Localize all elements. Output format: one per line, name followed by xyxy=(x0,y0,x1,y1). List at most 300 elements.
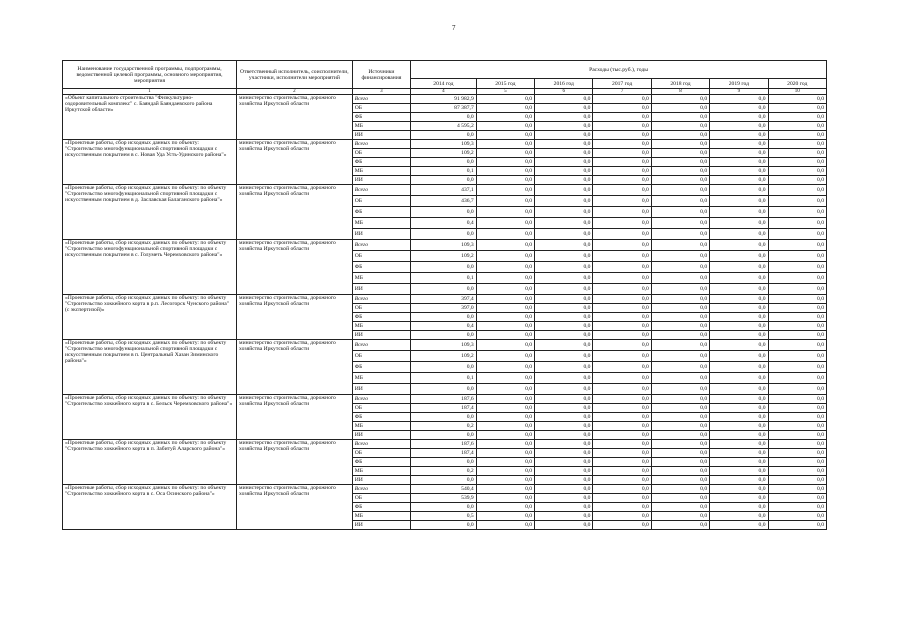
program-name-cell: «Проектные работы, сбор исходных данных по объекту: по объекту "Строительство хоккейного корта в с. Бельск Черемховского района"» xyxy=(63,395,237,440)
amount-cell-0: 436,7 xyxy=(411,196,477,207)
executor-cell: министерство строительства, дорожного хозяйства Иркутской области xyxy=(237,140,353,185)
amount-cell-4: 0,0 xyxy=(651,362,709,373)
amount-cell-3: 0,0 xyxy=(593,229,651,240)
amount-cell-1: 0,0 xyxy=(476,295,534,304)
amount-cell-5: 0,0 xyxy=(710,440,768,449)
amount-cell-6: 0,0 xyxy=(768,351,826,362)
amount-cell-4: 0,0 xyxy=(651,458,709,467)
amount-cell-2: 0,0 xyxy=(535,494,593,503)
year-header-1: 2015 год xyxy=(476,79,534,89)
amount-cell-6: 0,0 xyxy=(768,196,826,207)
amount-cell-5: 0,0 xyxy=(710,422,768,431)
funding-source-cell: ФБ xyxy=(352,503,410,512)
amount-cell-6: 0,0 xyxy=(768,449,826,458)
amount-cell-1: 0,0 xyxy=(476,521,534,530)
amount-cell-2: 0,0 xyxy=(535,512,593,521)
amount-cell-6: 0,0 xyxy=(768,413,826,422)
amount-cell-3: 0,0 xyxy=(593,273,651,284)
amount-cell-5: 0,0 xyxy=(710,229,768,240)
amount-cell-6: 0,0 xyxy=(768,251,826,262)
amount-cell-2: 0,0 xyxy=(535,413,593,422)
amount-cell-6: 0,0 xyxy=(768,122,826,131)
column-number-8: 9 xyxy=(710,89,768,95)
amount-cell-5: 0,0 xyxy=(710,113,768,122)
program-name-cell: «Проектные работы, сбор исходных данных по объекту: по объекту "Строительство хоккейного корта в р.п. Лесогорск Чунского района" (с экспертизой)» xyxy=(63,295,237,340)
table-row xyxy=(63,140,827,149)
amount-cell-2: 0,0 xyxy=(535,176,593,185)
amount-cell-3: 0,0 xyxy=(593,521,651,530)
funding-source-cell: ФБ xyxy=(352,313,410,322)
funding-source-cell: МБ xyxy=(352,218,410,229)
amount-cell-1: 0,0 xyxy=(476,251,534,262)
amount-cell-1: 0,0 xyxy=(476,262,534,273)
executor-cell: министерство строительства, дорожного хозяйства Иркутской области xyxy=(237,340,353,395)
amount-cell-4: 0,0 xyxy=(651,158,709,167)
table-row xyxy=(63,185,827,196)
amount-cell-4: 0,0 xyxy=(651,185,709,196)
amount-cell-0: 0,4 xyxy=(411,218,477,229)
amount-cell-4: 0,0 xyxy=(651,485,709,494)
amount-cell-4: 0,0 xyxy=(651,351,709,362)
amount-cell-3: 0,0 xyxy=(593,95,651,104)
amount-cell-3: 0,0 xyxy=(593,207,651,218)
amount-cell-0: 0,1 xyxy=(411,273,477,284)
executor-cell: министерство строительства, дорожного хозяйства Иркутской области xyxy=(237,440,353,485)
amount-cell-0: 109,2 xyxy=(411,351,477,362)
funding-source-cell: МБ xyxy=(352,467,410,476)
funding-source-cell: Всего xyxy=(352,440,410,449)
funding-source-cell: ОБ xyxy=(352,196,410,207)
amount-cell-3: 0,0 xyxy=(593,331,651,340)
funding-source-cell: ИИ xyxy=(352,521,410,530)
amount-cell-2: 0,0 xyxy=(535,240,593,251)
amount-cell-1: 0,0 xyxy=(476,431,534,440)
amount-cell-6: 0,0 xyxy=(768,395,826,404)
amount-cell-0: 437,1 xyxy=(411,185,477,196)
amount-cell-5: 0,0 xyxy=(710,494,768,503)
column-number-1: 2 xyxy=(237,89,353,95)
amount-cell-3: 0,0 xyxy=(593,196,651,207)
amount-cell-6: 0,0 xyxy=(768,494,826,503)
amount-cell-1: 0,0 xyxy=(476,122,534,131)
amount-cell-2: 0,0 xyxy=(535,304,593,313)
amount-cell-5: 0,0 xyxy=(710,104,768,113)
amount-cell-6: 0,0 xyxy=(768,273,826,284)
amount-cell-3: 0,0 xyxy=(593,262,651,273)
budget-table xyxy=(62,60,827,530)
amount-cell-3: 0,0 xyxy=(593,149,651,158)
amount-cell-3: 0,0 xyxy=(593,122,651,131)
amount-cell-3: 0,0 xyxy=(593,512,651,521)
amount-cell-6: 0,0 xyxy=(768,340,826,351)
amount-cell-3: 0,0 xyxy=(593,458,651,467)
amount-cell-4: 0,0 xyxy=(651,331,709,340)
amount-cell-1: 0,0 xyxy=(476,131,534,140)
funding-source-cell: Всего xyxy=(352,340,410,351)
program-name-cell: «Проектные работы, сбор исходных данных по объекту: "Строительство многофункциональной спортивной площадки с искусственным покрытием в с. Новая Уда Усть-Удинского района"» xyxy=(63,140,237,185)
amount-cell-0: 0,0 xyxy=(411,431,477,440)
amount-cell-6: 0,0 xyxy=(768,431,826,440)
amount-cell-5: 0,0 xyxy=(710,251,768,262)
amount-cell-0: 0,0 xyxy=(411,476,477,485)
amount-cell-5: 0,0 xyxy=(710,340,768,351)
amount-cell-1: 0,0 xyxy=(476,104,534,113)
amount-cell-5: 0,0 xyxy=(710,404,768,413)
amount-cell-5: 0,0 xyxy=(710,95,768,104)
amount-cell-2: 0,0 xyxy=(535,440,593,449)
amount-cell-2: 0,0 xyxy=(535,185,593,196)
amount-cell-6: 0,0 xyxy=(768,158,826,167)
amount-cell-4: 0,0 xyxy=(651,395,709,404)
column-number-0: 1 xyxy=(63,89,237,95)
amount-cell-0: 187,4 xyxy=(411,449,477,458)
amount-cell-2: 0,0 xyxy=(535,122,593,131)
amount-cell-5: 0,0 xyxy=(710,262,768,273)
amount-cell-5: 0,0 xyxy=(710,304,768,313)
funding-source-cell: ИИ xyxy=(352,131,410,140)
amount-cell-0: 540,4 xyxy=(411,485,477,494)
funding-source-cell: ОБ xyxy=(352,304,410,313)
amount-cell-6: 0,0 xyxy=(768,485,826,494)
amount-cell-1: 0,0 xyxy=(476,395,534,404)
amount-cell-1: 0,0 xyxy=(476,218,534,229)
funding-source-cell: ФБ xyxy=(352,207,410,218)
amount-cell-2: 0,0 xyxy=(535,458,593,467)
amount-cell-2: 0,0 xyxy=(535,113,593,122)
amount-cell-6: 0,0 xyxy=(768,467,826,476)
amount-cell-4: 0,0 xyxy=(651,476,709,485)
amount-cell-1: 0,0 xyxy=(476,422,534,431)
amount-cell-2: 0,0 xyxy=(535,104,593,113)
amount-cell-1: 0,0 xyxy=(476,167,534,176)
funding-source-cell: МБ xyxy=(352,422,410,431)
funding-source-cell: ОБ xyxy=(352,494,410,503)
amount-cell-2: 0,0 xyxy=(535,331,593,340)
table-row xyxy=(63,485,827,494)
amount-cell-6: 0,0 xyxy=(768,140,826,149)
funding-source-cell: ФБ xyxy=(352,158,410,167)
funding-source-cell: МБ xyxy=(352,373,410,384)
amount-cell-5: 0,0 xyxy=(710,295,768,304)
amount-cell-3: 0,0 xyxy=(593,440,651,449)
header-executor: Ответственный исполнитель, соисполнители, участники, исполнители мероприятий xyxy=(237,61,353,89)
amount-cell-5: 0,0 xyxy=(710,176,768,185)
amount-cell-3: 0,0 xyxy=(593,240,651,251)
amount-cell-0: 397,4 xyxy=(411,295,477,304)
amount-cell-4: 0,0 xyxy=(651,95,709,104)
funding-source-cell: Всего xyxy=(352,395,410,404)
amount-cell-5: 0,0 xyxy=(710,273,768,284)
amount-cell-3: 0,0 xyxy=(593,113,651,122)
amount-cell-2: 0,0 xyxy=(535,404,593,413)
amount-cell-3: 0,0 xyxy=(593,476,651,485)
funding-source-cell: Всего xyxy=(352,240,410,251)
amount-cell-4: 0,0 xyxy=(651,467,709,476)
amount-cell-2: 0,0 xyxy=(535,131,593,140)
column-number-4: 5 xyxy=(476,89,534,95)
amount-cell-1: 0,0 xyxy=(476,304,534,313)
amount-cell-0: 0,0 xyxy=(411,131,477,140)
amount-cell-5: 0,0 xyxy=(710,521,768,530)
amount-cell-6: 0,0 xyxy=(768,512,826,521)
funding-source-cell: ФБ xyxy=(352,458,410,467)
amount-cell-5: 0,0 xyxy=(710,122,768,131)
amount-cell-0: 0,0 xyxy=(411,413,477,422)
amount-cell-3: 0,0 xyxy=(593,218,651,229)
amount-cell-0: 87 387,7 xyxy=(411,104,477,113)
amount-cell-1: 0,0 xyxy=(476,229,534,240)
funding-source-cell: Всего xyxy=(352,295,410,304)
amount-cell-4: 0,0 xyxy=(651,167,709,176)
amount-cell-0: 91 982,9 xyxy=(411,95,477,104)
funding-source-cell: ФБ xyxy=(352,362,410,373)
amount-cell-0: 0,0 xyxy=(411,458,477,467)
amount-cell-2: 0,0 xyxy=(535,340,593,351)
year-header-0: 2014 год xyxy=(411,79,477,89)
amount-cell-1: 0,0 xyxy=(476,413,534,422)
column-number-3: 4 xyxy=(411,89,477,95)
funding-source-cell: МБ xyxy=(352,273,410,284)
amount-cell-2: 0,0 xyxy=(535,251,593,262)
amount-cell-4: 0,0 xyxy=(651,251,709,262)
amount-cell-5: 0,0 xyxy=(710,458,768,467)
amount-cell-0: 0,0 xyxy=(411,521,477,530)
amount-cell-5: 0,0 xyxy=(710,313,768,322)
amount-cell-6: 0,0 xyxy=(768,503,826,512)
amount-cell-1: 0,0 xyxy=(476,404,534,413)
amount-cell-3: 0,0 xyxy=(593,251,651,262)
amount-cell-6: 0,0 xyxy=(768,422,826,431)
amount-cell-4: 0,0 xyxy=(651,512,709,521)
amount-cell-6: 0,0 xyxy=(768,95,826,104)
amount-cell-6: 0,0 xyxy=(768,284,826,295)
amount-cell-0: 539,9 xyxy=(411,494,477,503)
amount-cell-2: 0,0 xyxy=(535,218,593,229)
amount-cell-2: 0,0 xyxy=(535,149,593,158)
funding-source-cell: МБ xyxy=(352,322,410,331)
year-header-3: 2017 год xyxy=(593,79,651,89)
amount-cell-6: 0,0 xyxy=(768,521,826,530)
amount-cell-2: 0,0 xyxy=(535,262,593,273)
amount-cell-5: 0,0 xyxy=(710,384,768,395)
amount-cell-1: 0,0 xyxy=(476,284,534,295)
amount-cell-0: 0,1 xyxy=(411,373,477,384)
amount-cell-1: 0,0 xyxy=(476,476,534,485)
amount-cell-2: 0,0 xyxy=(535,431,593,440)
amount-cell-4: 0,0 xyxy=(651,284,709,295)
funding-source-cell: ФБ xyxy=(352,262,410,273)
program-name-cell: «Проектные работы, сбор исходных данных по объекту: по объекту "Строительство хоккейного корта в п. Забитуй Аларского района"» xyxy=(63,440,237,485)
amount-cell-4: 0,0 xyxy=(651,218,709,229)
amount-cell-3: 0,0 xyxy=(593,467,651,476)
program-name-cell: «Проектные работы, сбор исходных данных по объекту: по объекту "Строительство многофункциональной спортивной площадки с искусственным покрытием в п. Центральный Хазан Зиминского района"» xyxy=(63,340,237,395)
header-expenses: Расходы (тыс.руб.), годы xyxy=(411,61,827,79)
amount-cell-0: 0,0 xyxy=(411,331,477,340)
amount-cell-3: 0,0 xyxy=(593,176,651,185)
amount-cell-0: 4 595,2 xyxy=(411,122,477,131)
amount-cell-5: 0,0 xyxy=(710,395,768,404)
header-program: Наименование государственной программы, подпрограммы, ведомственной целевой программы, основного мероприятия, мероприятия xyxy=(63,61,237,89)
amount-cell-0: 109,3 xyxy=(411,240,477,251)
funding-source-cell: Всего xyxy=(352,185,410,196)
executor-cell: министерство строительства, дорожного хозяйства Иркутской области xyxy=(237,95,353,140)
amount-cell-4: 0,0 xyxy=(651,521,709,530)
funding-source-cell: ИИ xyxy=(352,431,410,440)
amount-cell-4: 0,0 xyxy=(651,431,709,440)
amount-cell-2: 0,0 xyxy=(535,273,593,284)
amount-cell-0: 0,2 xyxy=(411,422,477,431)
amount-cell-5: 0,0 xyxy=(710,431,768,440)
program-name-cell: «Проектные работы, сбор исходных данных по объекту: по объекту "Строительство многофункциональной спортивной площадки с искусственным покрытием в с. Голуметь Черемховского района"» xyxy=(63,240,237,295)
amount-cell-4: 0,0 xyxy=(651,440,709,449)
amount-cell-4: 0,0 xyxy=(651,207,709,218)
amount-cell-1: 0,0 xyxy=(476,273,534,284)
amount-cell-1: 0,0 xyxy=(476,362,534,373)
amount-cell-0: 109,2 xyxy=(411,251,477,262)
amount-cell-3: 0,0 xyxy=(593,384,651,395)
funding-source-cell: ОБ xyxy=(352,404,410,413)
funding-source-cell: МБ xyxy=(352,512,410,521)
funding-source-cell: ФБ xyxy=(352,413,410,422)
year-header-2: 2016 год xyxy=(535,79,593,89)
amount-cell-2: 0,0 xyxy=(535,95,593,104)
amount-cell-1: 0,0 xyxy=(476,95,534,104)
amount-cell-0: 187,6 xyxy=(411,440,477,449)
amount-cell-6: 0,0 xyxy=(768,113,826,122)
amount-cell-2: 0,0 xyxy=(535,467,593,476)
amount-cell-4: 0,0 xyxy=(651,494,709,503)
column-number-5: 6 xyxy=(535,89,593,95)
amount-cell-5: 0,0 xyxy=(710,140,768,149)
amount-cell-4: 0,0 xyxy=(651,113,709,122)
amount-cell-3: 0,0 xyxy=(593,485,651,494)
amount-cell-1: 0,0 xyxy=(476,322,534,331)
amount-cell-4: 0,0 xyxy=(651,149,709,158)
amount-cell-6: 0,0 xyxy=(768,207,826,218)
amount-cell-5: 0,0 xyxy=(710,485,768,494)
funding-source-cell: ОБ xyxy=(352,351,410,362)
amount-cell-1: 0,0 xyxy=(476,485,534,494)
funding-source-cell: ОБ xyxy=(352,449,410,458)
amount-cell-6: 0,0 xyxy=(768,240,826,251)
table-row xyxy=(63,95,827,104)
amount-cell-3: 0,0 xyxy=(593,295,651,304)
amount-cell-4: 0,0 xyxy=(651,229,709,240)
amount-cell-4: 0,0 xyxy=(651,295,709,304)
amount-cell-3: 0,0 xyxy=(593,322,651,331)
amount-cell-6: 0,0 xyxy=(768,313,826,322)
program-name-cell: «Проектные работы, сбор исходных данных по объекту: по объекту "Строительство многофункциональной спортивной площадки с искусственным покрытием в д. Заславская Балаганского района"» xyxy=(63,185,237,240)
amount-cell-2: 0,0 xyxy=(535,158,593,167)
funding-source-cell: Всего xyxy=(352,140,410,149)
amount-cell-3: 0,0 xyxy=(593,284,651,295)
amount-cell-0: 109,3 xyxy=(411,140,477,149)
amount-cell-2: 0,0 xyxy=(535,521,593,530)
amount-cell-5: 0,0 xyxy=(710,131,768,140)
amount-cell-4: 0,0 xyxy=(651,503,709,512)
amount-cell-2: 0,0 xyxy=(535,295,593,304)
funding-source-cell: ИИ xyxy=(352,176,410,185)
amount-cell-2: 0,0 xyxy=(535,395,593,404)
amount-cell-1: 0,0 xyxy=(476,351,534,362)
amount-cell-4: 0,0 xyxy=(651,422,709,431)
amount-cell-1: 0,0 xyxy=(476,340,534,351)
amount-cell-1: 0,0 xyxy=(476,313,534,322)
amount-cell-6: 0,0 xyxy=(768,167,826,176)
amount-cell-3: 0,0 xyxy=(593,362,651,373)
amount-cell-6: 0,0 xyxy=(768,373,826,384)
table-row xyxy=(63,395,827,404)
year-header-5: 2019 год xyxy=(710,79,768,89)
amount-cell-1: 0,0 xyxy=(476,373,534,384)
amount-cell-4: 0,0 xyxy=(651,104,709,113)
executor-cell: министерство строительства, дорожного хозяйства Иркутской области xyxy=(237,295,353,340)
amount-cell-5: 0,0 xyxy=(710,331,768,340)
amount-cell-3: 0,0 xyxy=(593,167,651,176)
amount-cell-6: 0,0 xyxy=(768,304,826,313)
amount-cell-5: 0,0 xyxy=(710,512,768,521)
amount-cell-5: 0,0 xyxy=(710,467,768,476)
amount-cell-1: 0,0 xyxy=(476,113,534,122)
amount-cell-6: 0,0 xyxy=(768,384,826,395)
amount-cell-6: 0,0 xyxy=(768,458,826,467)
funding-source-cell: ИИ xyxy=(352,384,410,395)
program-name-cell: «Объект капитального строительства "Физкультурно-оздоровительный комплекс" с. Баяндай Баяндаевского района Иркутской области» xyxy=(63,95,237,140)
amount-cell-5: 0,0 xyxy=(710,284,768,295)
amount-cell-0: 0,0 xyxy=(411,158,477,167)
amount-cell-6: 0,0 xyxy=(768,104,826,113)
amount-cell-5: 0,0 xyxy=(710,207,768,218)
amount-cell-3: 0,0 xyxy=(593,351,651,362)
amount-cell-4: 0,0 xyxy=(651,176,709,185)
funding-source-cell: ОБ xyxy=(352,104,410,113)
amount-cell-4: 0,0 xyxy=(651,413,709,422)
amount-cell-4: 0,0 xyxy=(651,122,709,131)
amount-cell-0: 187,6 xyxy=(411,395,477,404)
executor-cell: министерство строительства, дорожного хозяйства Иркутской области xyxy=(237,240,353,295)
amount-cell-4: 0,0 xyxy=(651,273,709,284)
year-header-6: 2020 год xyxy=(768,79,826,89)
year-header-4: 2018 год xyxy=(651,79,709,89)
amount-cell-5: 0,0 xyxy=(710,185,768,196)
amount-cell-4: 0,0 xyxy=(651,384,709,395)
amount-cell-6: 0,0 xyxy=(768,262,826,273)
amount-cell-2: 0,0 xyxy=(535,140,593,149)
amount-cell-3: 0,0 xyxy=(593,413,651,422)
amount-cell-0: 0,0 xyxy=(411,362,477,373)
amount-cell-3: 0,0 xyxy=(593,185,651,196)
amount-cell-5: 0,0 xyxy=(710,167,768,176)
amount-cell-2: 0,0 xyxy=(535,229,593,240)
amount-cell-5: 0,0 xyxy=(710,362,768,373)
amount-cell-4: 0,0 xyxy=(651,404,709,413)
amount-cell-0: 0,4 xyxy=(411,322,477,331)
amount-cell-2: 0,0 xyxy=(535,485,593,494)
funding-source-cell: ИИ xyxy=(352,284,410,295)
funding-source-cell: МБ xyxy=(352,122,410,131)
amount-cell-3: 0,0 xyxy=(593,373,651,384)
amount-cell-3: 0,0 xyxy=(593,158,651,167)
amount-cell-6: 0,0 xyxy=(768,331,826,340)
column-number-6: 7 xyxy=(593,89,651,95)
column-number-2: 3 xyxy=(352,89,410,95)
amount-cell-5: 0,0 xyxy=(710,322,768,331)
amount-cell-6: 0,0 xyxy=(768,185,826,196)
funding-source-cell: ИИ xyxy=(352,229,410,240)
amount-cell-2: 0,0 xyxy=(535,476,593,485)
amount-cell-5: 0,0 xyxy=(710,449,768,458)
funding-source-cell: ОБ xyxy=(352,251,410,262)
